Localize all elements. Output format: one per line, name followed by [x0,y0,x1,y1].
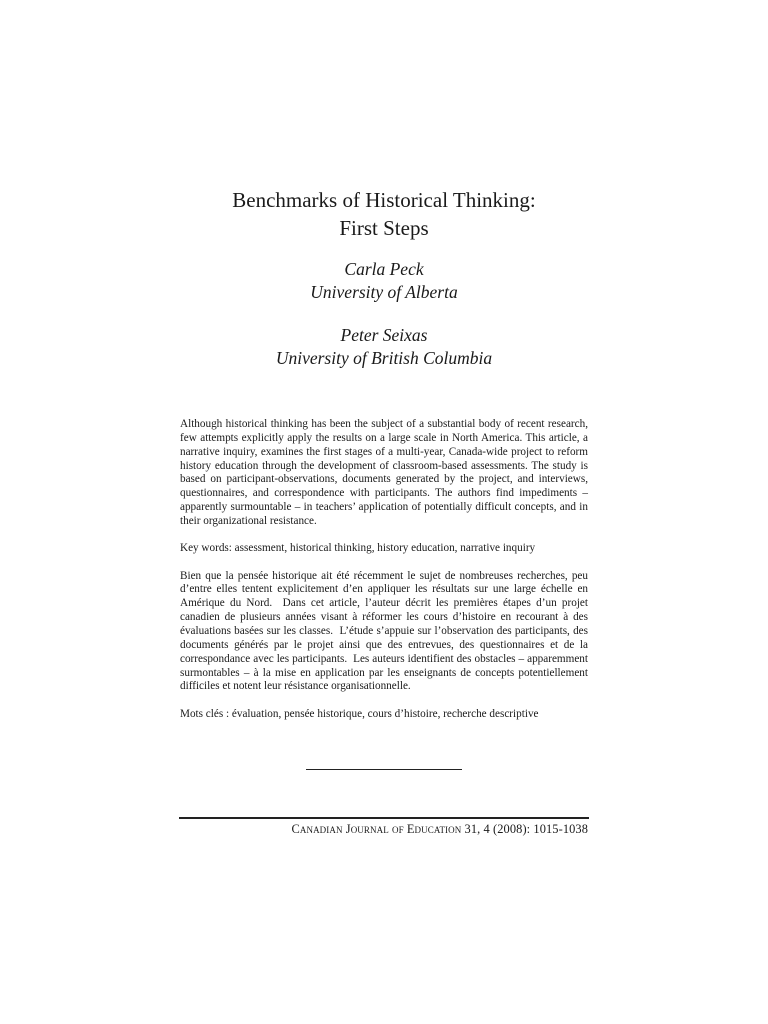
journal-citation: Canadian Journal of Education 31, 4 (2008): 1015-1038 [291,822,588,836]
title-line-2: First Steps [339,216,429,240]
separator-rule [306,769,462,770]
author-name: Peter Seixas [340,325,428,345]
footer-rule [179,817,589,819]
article-title [0,186,768,242]
abstract-section [180,418,588,735]
author-affiliation: University of British Columbia [275,348,493,368]
abstract-french: Bien que la pensée historique ait été récemment le sujet de nombreuses recherches, peu d’entre elles tentent explicitement d’en appliquer les résultats sur une large échelle en Amérique du Nord. Dans cet article, l’auteur décrit les premières étapes d’un projet canadien de plusieurs années visant à réformer les cours d’histoire en recourant à des évaluations basées sur les classes. L’étude s’appuie sur l’observation des participants, des documents générés par le projet ainsi que des entrevues, des questionnaires et de la correspondance avec les participants. Les auteurs identifient des obstacles – apparemment surmontables – à la mise en application par les enseignants de concepts potentiellement difficiles et notent leur résistance organisationnelle. [180,569,588,693]
abstract-english: Although historical thinking has been the subject of a substantial body of recent research, few attempts explicitly apply the results on a large scale in North America. This article, a narrative inquiry, examines the first stages of a multi-year, Canada-wide project to reform history education through the development of classroom-based assessments. The study is based on participant-observations, documents generated by the project, and interviews, questionnaires, and correspondence with participants. The authors find impediments – apparently surmountable – in teachers’ application of potentially difficult concepts, and in their organizational resistance. [180,418,588,527]
author-block [0,324,768,370]
keywords-french: Mots clés : évaluation, pensée historique, cours d’histoire, recherche descriptive [180,707,539,720]
keywords-english: Key words: assessment, historical thinking, history education, narrative inquiry [180,542,536,555]
author-affiliation: University of Alberta [310,282,458,302]
author-block [0,258,768,304]
author-name: Carla Peck [344,259,424,279]
title-line-1: Benchmarks of Historical Thinking: [232,188,536,212]
author-list [0,258,768,390]
